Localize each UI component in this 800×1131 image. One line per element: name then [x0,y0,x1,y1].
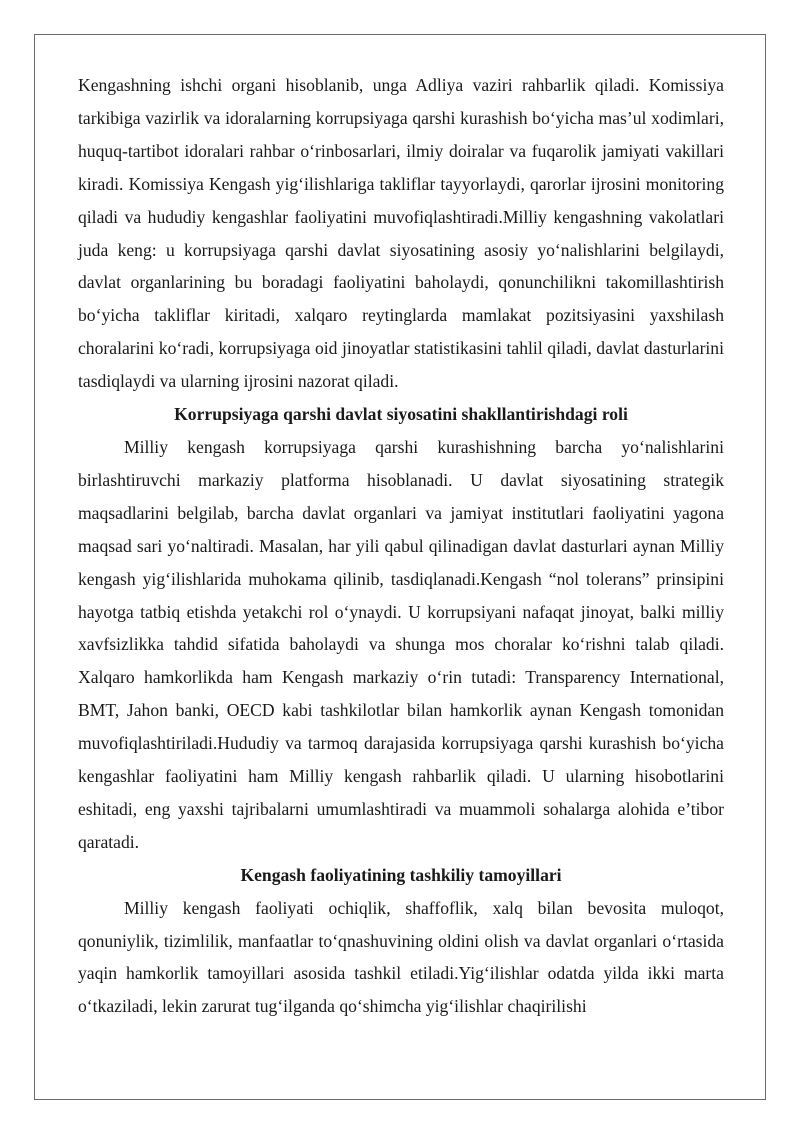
paragraph-policy-role: Milliy kengash korrupsiyaga qarshi kurashishning barcha yo‘nalishlarini birlashtiruvchi markaziy platforma hisoblanadi. U davlat siyosatining strategik maqsadlarini belgilab, barcha davlat organlari va jamiyat institutlari faoliyatini yagona maqsad sari yo‘naltiradi. Masalan, har yili qabul qilinadigan davlat dasturlari aynan Milliy kengash yig‘ilishlarida muhokama qilinib, tasdiqlanadi.Kengash “nol tolerans” prinsipini hayotga tatbiq etishda yetakchi rol o‘ynaydi. U korrupsiyani nafaqat jinoyat, balki milliy xavfsizlikka tahdid sifatida baholaydi va shunga mos choralar ko‘rishni talab qiladi. Xalqaro hamkorlikda ham Kengash markaziy o‘rin tutadi: Transparency International, BMT, Jahon banki, OECD kabi tashkilotlar bilan hamkorlik aynan Kengash tomonidan muvofiqlashtiriladi.Hududiy va tarmoq darajasida korrupsiyaga qarshi kurashish bo‘yicha kengashlar faoliyatini ham Milliy kengash rahbarlik qiladi. U ularning hisobotlarini eshitadi, eng yaxshi tajribalarni umumlashtiradi va muammoli sohalarga alohida e’tibor qaratadi. [78,436,724,852]
paragraph-principles: Milliy kengash faoliyati ochiqlik, shaffoflik, xalq bilan bevosita muloqot, qonuniylik, tizimlilik, manfaatlar to‘qnashuvining oldini olish va davlat organlari o‘rtasida yaqin hamkorlik tamoyillari asosida tashkil etiladi.Yig‘ilishlar odatda yilda ikki marta o‘tkaziladi, lekin zarurat tug‘ilganda qo‘shimcha yig‘ilishlar chaqirilishi [78,897,724,1017]
paragraph-commission: Kengashning ishchi organi hisoblanib, unga Adliya vaziri rahbarlik qiladi. Komissiya tarkibiga vazirlik va idoralarning korrupsiyaga qarshi kurashish bo‘yicha mas’ul xodimlari, huquq-tartibot idoralari rahbar o‘rinbosarlari, ilmiy doiralar va fuqarolik jamiyati vakillari kiradi. Komissiya Kengash yig‘ilishlariga takliflar tayyorlaydi, qarorlar ijrosini monitoring qiladi va hududiy kengashlar faoliyatini muvofiqlashtiradi.Milliy kengashning vakolatlari juda keng: u korrupsiyaga qarshi davlat siyosatining asosiy yo‘nalishlarini belgilaydi, davlat organlarining bu boradagi faoliyatini baholaydi, qonunchilikni takomillashtirish bo‘yicha takliflar kiritadi, xalqaro reytinglarda mamlakat pozitsiyasini yaxshilash choralarini ko‘radi, korrupsiyaga oid jinoyatlar statistikasini tahlil qiladi, davlat dasturlarini tasdiqlaydi va ularning ijrosini nazorat qiladi. [78,75,724,392]
section-heading-principles: Kengash faoliyatining tashkiliy tamoyillari [240,864,562,885]
document-body [78,69,724,1023]
section-heading-policy-role: Korrupsiyaga qarshi davlat siyosatini shakllantirishdagi roli [174,404,628,425]
